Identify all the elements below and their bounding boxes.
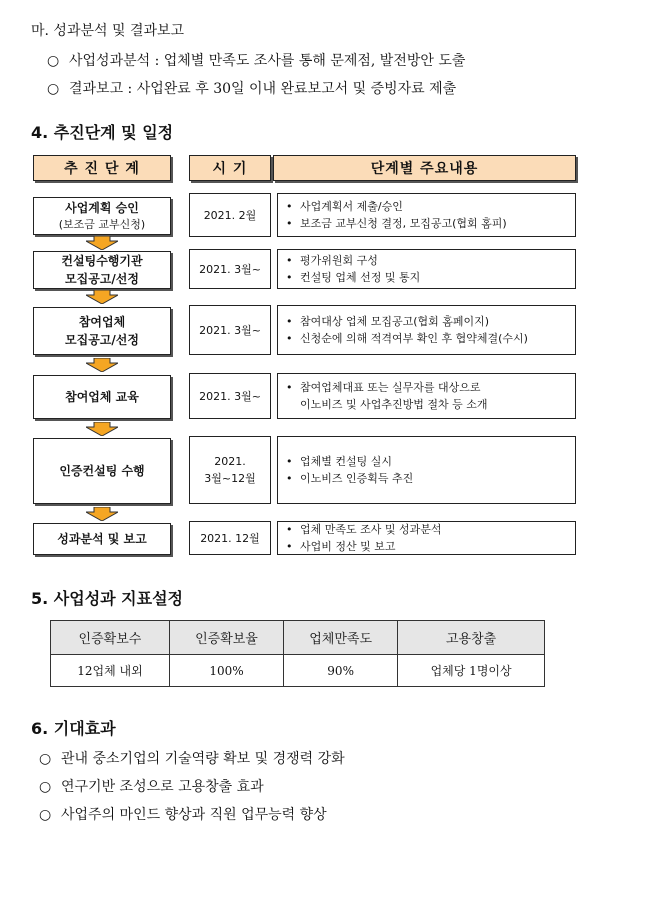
effect-text: 관내 중소기업의 기술역량 확보 및 경쟁력 강화 bbox=[61, 751, 345, 767]
detail-text: 업체 만족도 조사 및 성과분석 bbox=[300, 523, 442, 536]
detail-cell bbox=[277, 373, 576, 419]
stage-box-participant-education bbox=[33, 375, 171, 419]
kpi-header-cell: 인증확보수 bbox=[51, 621, 170, 655]
detail-item bbox=[286, 470, 575, 487]
stage-box-participant-recruit bbox=[33, 307, 171, 355]
detail-continuation: 이노비즈 및 사업추진방법 절차 등 소개 bbox=[300, 398, 488, 411]
stage-sublabel: (보조금 교부신청) bbox=[58, 218, 146, 231]
effect-item bbox=[39, 776, 264, 796]
effect-item bbox=[39, 748, 345, 768]
kpi-header-cell: 고용창출 bbox=[398, 621, 545, 655]
circle-bullet-icon: ○ bbox=[39, 807, 52, 823]
circle-bullet-icon: ○ bbox=[39, 751, 52, 767]
time-text: 2021. 2월 bbox=[203, 208, 257, 222]
kpi-value-cell: 업체당 1명이상 bbox=[398, 655, 545, 687]
detail-cell bbox=[277, 193, 576, 237]
stage-label: 참여업체 교육 bbox=[65, 390, 139, 404]
stage-label: 컨설팅수행기관 bbox=[61, 254, 143, 268]
stage-box-consulting-agency bbox=[33, 251, 171, 289]
section5-title: 5. 사업성과 지표설정 bbox=[31, 589, 183, 608]
dot-bullet-icon: • bbox=[286, 540, 293, 553]
header-time: 시 기 bbox=[189, 155, 271, 181]
detail-text: 이노비즈 인증획득 추진 bbox=[300, 472, 414, 485]
detail-text: 참여업체대표 또는 실무자를 대상으로 bbox=[300, 381, 481, 394]
dot-bullet-icon: • bbox=[286, 455, 293, 468]
detail-text: 참여대상 업체 모집공고(협회 홈페이지) bbox=[300, 315, 490, 328]
stage-box-plan-approval bbox=[33, 197, 171, 235]
kpi-value-cell: 100% bbox=[169, 655, 283, 687]
effect-text: 사업주의 마인드 향상과 직원 업무능력 향상 bbox=[61, 807, 327, 823]
stage-sublabel: 모집공고/선정 bbox=[65, 333, 139, 347]
detail-cell bbox=[277, 305, 576, 355]
dot-bullet-icon: • bbox=[286, 332, 293, 345]
time-cell bbox=[189, 193, 271, 237]
ma-item-text: 사업성과분석 : 업체별 만족도 조사를 통해 문제점, 발전방안 도출 bbox=[69, 53, 466, 69]
effect-item bbox=[39, 804, 327, 824]
section4-title: 4. 추진단계 및 일정 bbox=[31, 123, 174, 142]
time-text: 2021. bbox=[214, 455, 246, 468]
detail-item bbox=[286, 521, 575, 538]
detail-text: 평가위원회 구성 bbox=[300, 254, 378, 267]
time-cell bbox=[189, 436, 271, 504]
down-arrow-icon bbox=[86, 290, 118, 304]
dot-bullet-icon: • bbox=[286, 200, 293, 213]
stage-label: 참여업체 bbox=[78, 315, 126, 329]
stage-box-certification-consulting bbox=[33, 438, 171, 504]
down-arrow-icon bbox=[86, 236, 118, 250]
stage-label: 인증컨설팅 수행 bbox=[59, 464, 145, 478]
detail-item bbox=[286, 215, 575, 232]
time-cell bbox=[189, 521, 271, 555]
effect-text: 연구기반 조성으로 고용창출 효과 bbox=[61, 779, 264, 795]
circle-bullet-icon: ○ bbox=[47, 81, 60, 97]
time-text: 2021. 3월~ bbox=[199, 262, 261, 276]
time-text: 2021. 3월~ bbox=[199, 389, 261, 403]
section6-title: 6. 기대효과 bbox=[31, 719, 116, 738]
circle-bullet-icon: ○ bbox=[47, 53, 60, 69]
kpi-header-row bbox=[51, 621, 545, 655]
detail-text: 업체별 컨설팅 실시 bbox=[300, 455, 393, 468]
down-arrow-icon bbox=[86, 422, 118, 436]
stage-sublabel: 모집공고/선정 bbox=[65, 272, 139, 286]
header-stage: 추 진 단 계 bbox=[33, 155, 171, 181]
ma-item-performance-analysis bbox=[47, 50, 465, 70]
kpi-table bbox=[50, 620, 545, 687]
detail-cell bbox=[277, 249, 576, 289]
dot-bullet-icon: • bbox=[286, 315, 293, 328]
time-text: 2021. 3월~ bbox=[199, 323, 261, 337]
detail-item bbox=[286, 453, 575, 470]
detail-text: 사업계획서 제출/승인 bbox=[300, 200, 403, 213]
ma-item-result-report bbox=[47, 78, 456, 98]
kpi-header-cell: 인증확보율 bbox=[169, 621, 283, 655]
time-cell bbox=[189, 249, 271, 289]
detail-item bbox=[286, 313, 575, 330]
kpi-value-row bbox=[51, 655, 545, 687]
stage-label: 사업계획 승인 bbox=[65, 201, 139, 215]
stage-box-result-report bbox=[33, 523, 171, 555]
time-cell bbox=[189, 373, 271, 419]
time-text-range: 3월~12월 bbox=[204, 472, 256, 485]
detail-text: 신청순에 의해 적격여부 확인 후 협약체결(수시) bbox=[300, 332, 528, 345]
detail-cell bbox=[277, 521, 576, 555]
down-arrow-icon bbox=[86, 507, 118, 521]
time-text: 2021. 12월 bbox=[200, 531, 260, 545]
time-cell bbox=[189, 305, 271, 355]
stage-label: 성과분석 및 보고 bbox=[57, 532, 147, 546]
down-arrow-icon bbox=[86, 358, 118, 372]
detail-item bbox=[286, 252, 575, 269]
detail-item bbox=[286, 198, 575, 215]
kpi-header-cell: 업체만족도 bbox=[284, 621, 398, 655]
detail-item bbox=[286, 269, 575, 286]
kpi-value-cell: 12업체 내외 bbox=[51, 655, 170, 687]
detail-text: 컨설팅 업체 선정 및 통지 bbox=[300, 271, 421, 284]
dot-bullet-icon: • bbox=[286, 381, 293, 394]
detail-item bbox=[286, 379, 575, 396]
detail-text: 사업비 정산 및 보고 bbox=[300, 540, 396, 553]
kpi-value-cell: 90% bbox=[284, 655, 398, 687]
dot-bullet-icon: • bbox=[286, 523, 293, 536]
detail-item bbox=[286, 538, 575, 555]
ma-item-text: 결과보고 : 사업완료 후 30일 이내 완료보고서 및 증빙자료 제출 bbox=[69, 81, 457, 97]
dot-bullet-icon: • bbox=[286, 472, 293, 485]
detail-text: 보조금 교부신청 결정, 모집공고(협회 홈피) bbox=[300, 217, 507, 230]
circle-bullet-icon: ○ bbox=[39, 779, 52, 795]
detail-item bbox=[286, 330, 575, 347]
section-ma-title: 마. 성과분석 및 결과보고 bbox=[31, 23, 185, 39]
detail-cell bbox=[277, 436, 576, 504]
header-content: 단계별 주요내용 bbox=[273, 155, 576, 181]
dot-bullet-icon: • bbox=[286, 271, 293, 284]
dot-bullet-icon: • bbox=[286, 217, 293, 230]
dot-bullet-icon: • bbox=[286, 254, 293, 267]
